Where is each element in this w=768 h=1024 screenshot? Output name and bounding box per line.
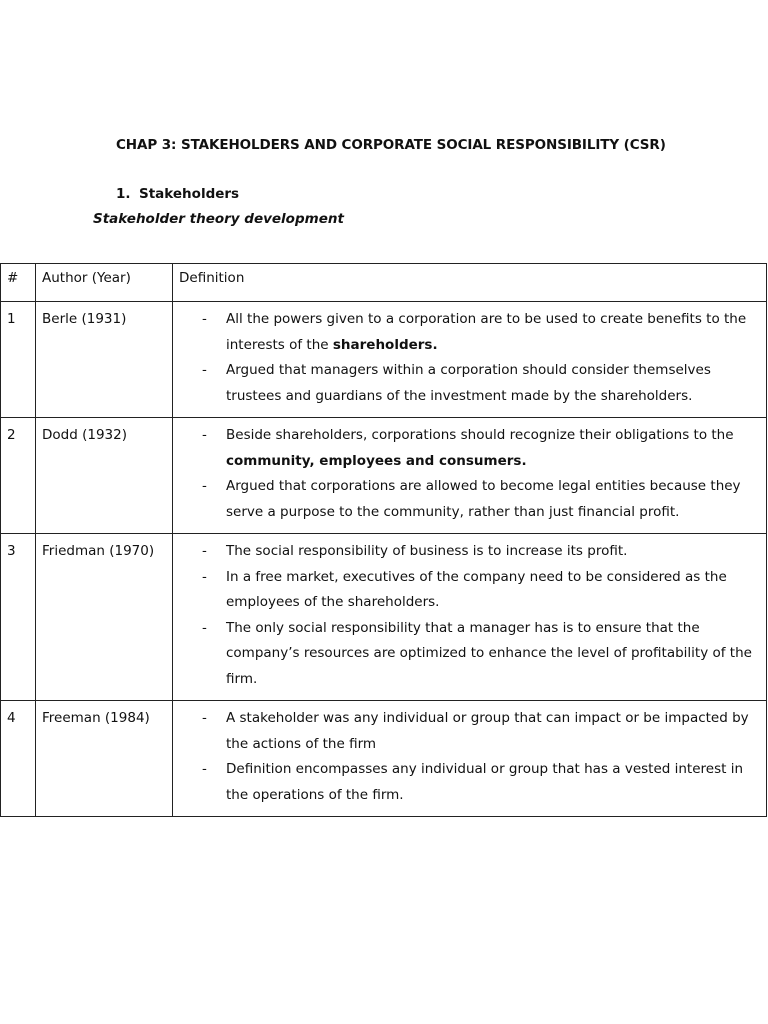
definition-item <box>226 565 760 616</box>
header-author: Author (Year) <box>36 264 173 302</box>
table-row <box>1 418 767 534</box>
row-number: 2 <box>1 418 36 534</box>
row-number: 3 <box>1 534 36 701</box>
definition-text: Beside shareholders, corporations should recognize their obligations to the <box>226 427 734 443</box>
definition-text: Argued that managers within a corporation should consider themselves trustees and guardians of the investment made by the shareholders. <box>226 362 711 404</box>
subheading: Stakeholder theory development <box>93 211 344 227</box>
row-definition <box>173 534 767 701</box>
stakeholder-theory-table <box>0 263 767 817</box>
table-row <box>1 701 767 817</box>
row-definition <box>173 302 767 418</box>
definition-item <box>226 358 760 409</box>
definition-item <box>226 616 760 693</box>
row-definition <box>173 418 767 534</box>
definition-item <box>226 706 760 757</box>
row-definition <box>173 701 767 817</box>
definition-list <box>173 534 766 700</box>
section-heading <box>116 186 239 202</box>
row-number: 4 <box>1 701 36 817</box>
row-author: Berle (1931) <box>36 302 173 418</box>
definition-text: Definition encompasses any individual or group that has a vested interest in the operations of the firm. <box>226 761 744 803</box>
definition-text: The social responsibility of business is to increase its profit. <box>226 543 628 559</box>
section-title: Stakeholders <box>139 186 240 202</box>
table-row <box>1 302 767 418</box>
row-author: Dodd (1932) <box>36 418 173 534</box>
row-number: 1 <box>1 302 36 418</box>
definition-text: In a free market, executives of the company need to be considered as the employees of the shareholders. <box>226 568 727 610</box>
definition-text: Argued that corporations are allowed to become legal entities because they serve a purpose to the community, rather than just financial profit. <box>226 478 741 520</box>
table-header-row <box>1 264 767 302</box>
definition-item <box>226 539 760 565</box>
definition-list <box>173 701 766 816</box>
section-number: 1. <box>116 186 131 202</box>
definition-emphasis: shareholders. <box>332 336 438 353</box>
definition-emphasis: community, employees and consumers. <box>226 452 527 469</box>
row-author: Freeman (1984) <box>36 701 173 817</box>
header-definition: Definition <box>173 264 767 302</box>
header-number: # <box>1 264 36 302</box>
definition-list <box>173 302 766 417</box>
definition-item <box>226 423 760 474</box>
row-author: Friedman (1970) <box>36 534 173 701</box>
table-row <box>1 534 767 701</box>
definition-item <box>226 757 760 808</box>
definition-text: The only social responsibility that a manager has is to ensure that the company’s resources are optimized to enhance the level of profitability of the firm. <box>226 619 752 687</box>
definition-text: All the powers given to a corporation are to be used to create benefits to the interests of the <box>226 311 747 353</box>
definition-text: A stakeholder was any individual or group that can impact or be impacted by the actions of the firm <box>226 710 749 752</box>
definition-item <box>226 474 760 525</box>
definition-item <box>226 307 760 358</box>
document-title: CHAP 3: STAKEHOLDERS AND CORPORATE SOCIAL RESPONSIBILITY (CSR) <box>116 137 666 153</box>
definition-list <box>173 418 766 533</box>
